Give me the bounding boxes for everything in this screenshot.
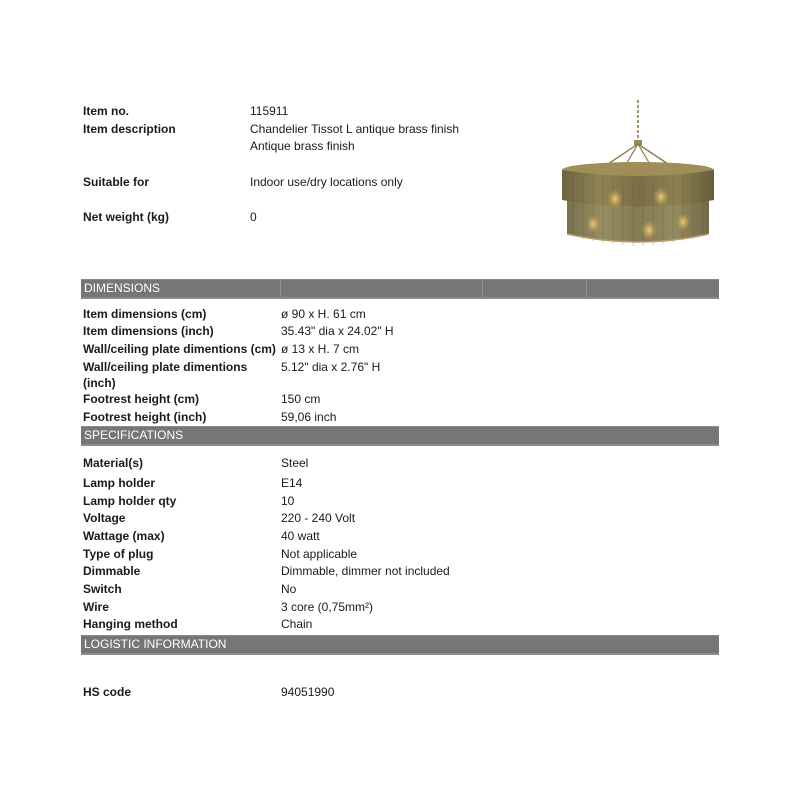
spec-label-4: Voltage — [83, 511, 126, 525]
spec-value-4: 220 - 240 Volt — [281, 511, 356, 525]
spec-value-1: Steel — [281, 456, 309, 470]
dimensions-header: DIMENSIONS — [84, 281, 161, 295]
specifications-header-bar — [81, 426, 719, 445]
column-divider — [280, 280, 281, 297]
dim-label-4-cont: (inch) — [83, 376, 116, 390]
dim-value-4: 5.12" dia x 2.76" H — [281, 360, 381, 374]
spec-label-7: Dimmable — [83, 564, 141, 578]
spec-label-1: Material(s) — [83, 456, 144, 470]
chandelier-image — [553, 98, 723, 254]
spec-value-7: Dimmable, dimmer not included — [281, 564, 450, 578]
dimensions-underline — [81, 297, 719, 299]
spec-value-9: 3 core (0,75mm²) — [281, 600, 374, 614]
dim-value-1: ø 90 x H. 61 cm — [281, 307, 366, 321]
spec-value-6: Not applicable — [281, 547, 358, 561]
spec-value-10: Chain — [281, 617, 313, 631]
dim-value-6: 59,06 inch — [281, 410, 337, 424]
dim-label-3: Wall/ceiling plate dimentions (cm) — [83, 342, 276, 356]
hs-code-label: HS code — [83, 685, 132, 699]
item-description-label: Item description — [83, 122, 176, 136]
spec-value-8: No — [281, 582, 297, 596]
dim-label-4: Wall/ceiling plate dimentions — [83, 360, 248, 374]
spec-value-5: 40 watt — [281, 529, 320, 543]
item-description-value-2: Antique brass finish — [250, 139, 355, 153]
logistic-header: LOGISTIC INFORMATION — [84, 637, 227, 651]
column-divider — [586, 280, 587, 297]
dim-label-6: Footrest height (inch) — [83, 410, 207, 424]
spec-label-6: Type of plug — [83, 547, 154, 561]
logistic-underline — [81, 653, 719, 655]
suitable-for-value: Indoor use/dry locations only — [250, 175, 403, 189]
item-description-value: Chandelier Tissot L antique brass finish — [250, 122, 460, 136]
dim-label-2: Item dimensions (inch) — [83, 324, 214, 338]
spec-label-5: Wattage (max) — [83, 529, 165, 543]
spec-label-2: Lamp holder — [83, 476, 156, 490]
spec-label-3: Lamp holder qty — [83, 494, 177, 508]
logistic-header-bar — [81, 635, 719, 654]
dim-value-2: 35.43" dia x 24.02" H — [281, 324, 394, 338]
hs-code-value: 94051990 — [281, 685, 335, 699]
dim-label-5: Footrest height (cm) — [83, 392, 199, 406]
dim-value-5: 150 cm — [281, 392, 321, 406]
dim-value-3: ø 13 x H. 7 cm — [281, 342, 360, 356]
column-divider — [482, 280, 483, 297]
spec-label-9: Wire — [83, 600, 109, 614]
specifications-header: SPECIFICATIONS — [84, 428, 184, 442]
suitable-for-label: Suitable for — [83, 175, 150, 189]
dimensions-header-bar — [81, 279, 719, 298]
net-weight-value: 0 — [250, 210, 257, 224]
item-no-label: Item no. — [83, 104, 130, 118]
dim-label-1: Item dimensions (cm) — [83, 307, 207, 321]
specifications-underline — [81, 444, 719, 446]
spec-label-10: Hanging method — [83, 617, 178, 631]
item-no-value: 115911 — [250, 104, 289, 118]
spec-value-2: E14 — [281, 476, 303, 490]
spec-label-8: Switch — [83, 582, 122, 596]
spec-value-3: 10 — [281, 494, 295, 508]
net-weight-label: Net weight (kg) — [83, 210, 169, 224]
